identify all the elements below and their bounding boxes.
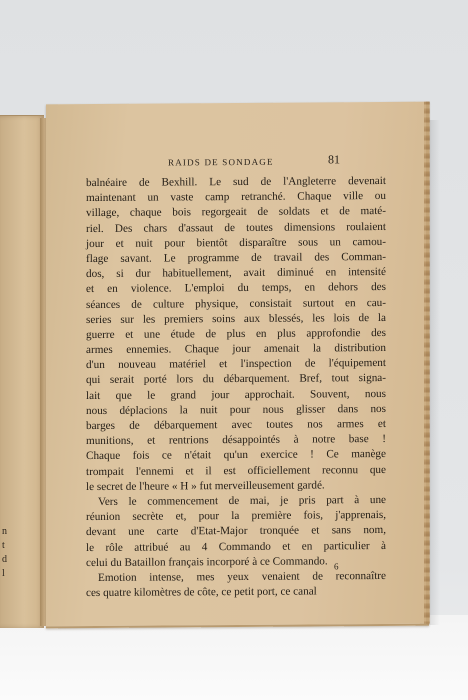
text-line: guerre et une étude de plus en plus approfondie des [86, 326, 386, 341]
left-page-mark: n [2, 526, 7, 537]
running-header: RAIDS DE SONDAGE [168, 156, 274, 168]
text-line: dos, si dur habituellement, avait diminué en intensité [86, 266, 386, 281]
text-line: séances de culture physique, consistait surtout en cau- [86, 296, 386, 311]
text-line: armes ennemies. Chaque jour amenait la distribution [86, 342, 386, 357]
left-page-mark: l [2, 568, 5, 579]
right-page [46, 102, 429, 629]
left-page-mark: t [2, 540, 5, 551]
text-line: flage savant. Le programme de travail des Comman- [86, 250, 386, 265]
text-line: et en violence. L'emploi du temps, en dehors des [86, 281, 386, 296]
text-line: Chaque fois ce n'était qu'un exercice ! Ce manège [86, 448, 386, 463]
text-line: Emotion intense, mes yeux venaient de reconnaître [98, 569, 386, 584]
body-text [86, 174, 386, 601]
text-line: riel. Des chars d'assaut de toutes dimensions roulaient [86, 220, 386, 235]
text-line: d'un nouveau matériel et l'inspection de l'équipement [86, 357, 386, 372]
text-line: munitions, et rentrions désappointés à notre base ! [86, 433, 386, 448]
text-line: maintenant un vaste camp retranché. Chaque ville ou [86, 190, 386, 205]
text-line: village, chaque bois regorgeait de soldats et de maté- [86, 205, 386, 220]
text-line: jour et nuit pour bientôt disparaître sous un camou- [86, 235, 386, 250]
text-line: Vers le commencement de mai, je pris part à une [98, 493, 386, 508]
text-line: qui serait porté lors du débarquement. Bref, tout signa- [86, 372, 386, 387]
text-line: réunion secrète et, pour la première fois, j'apprenais, [86, 509, 386, 524]
page-number: 81 [328, 152, 340, 167]
text-line: trompait l'ennemi et il est officiellement reconnu que [86, 463, 386, 478]
text-line: celui du Bataillon français incorporé à ce Commando. [86, 555, 328, 569]
text-line: nous déplacions la nuit pour nous glisser dans nos [86, 402, 386, 417]
text-line: le secret de l'heure « H » fut merveilleusement gardé. [86, 479, 325, 493]
signature-mark: 6 [334, 561, 339, 572]
text-line: le rôle attribué au 4 Commando et en particulier à [86, 539, 386, 554]
left-page-mark: d [2, 554, 7, 565]
left-page [0, 115, 44, 628]
text-line: barges de débarquement avec toutes nos armes et [86, 417, 386, 433]
text-line: devant une carte d'Etat-Major tronquée et sans nom, [86, 524, 386, 539]
text-line: balnéaire de Bexhill. Le sud de l'Angleterre devenait [86, 174, 386, 190]
text-line: series sur les premiers soins aux blessés, les lois de la [86, 311, 386, 326]
text-line: ces quatre kilomètres de côte, ce petit port, ce canal [86, 585, 317, 600]
page-edge [424, 102, 430, 624]
text-line: lait que le grand jour approchait. Souvent, nous [86, 387, 386, 402]
